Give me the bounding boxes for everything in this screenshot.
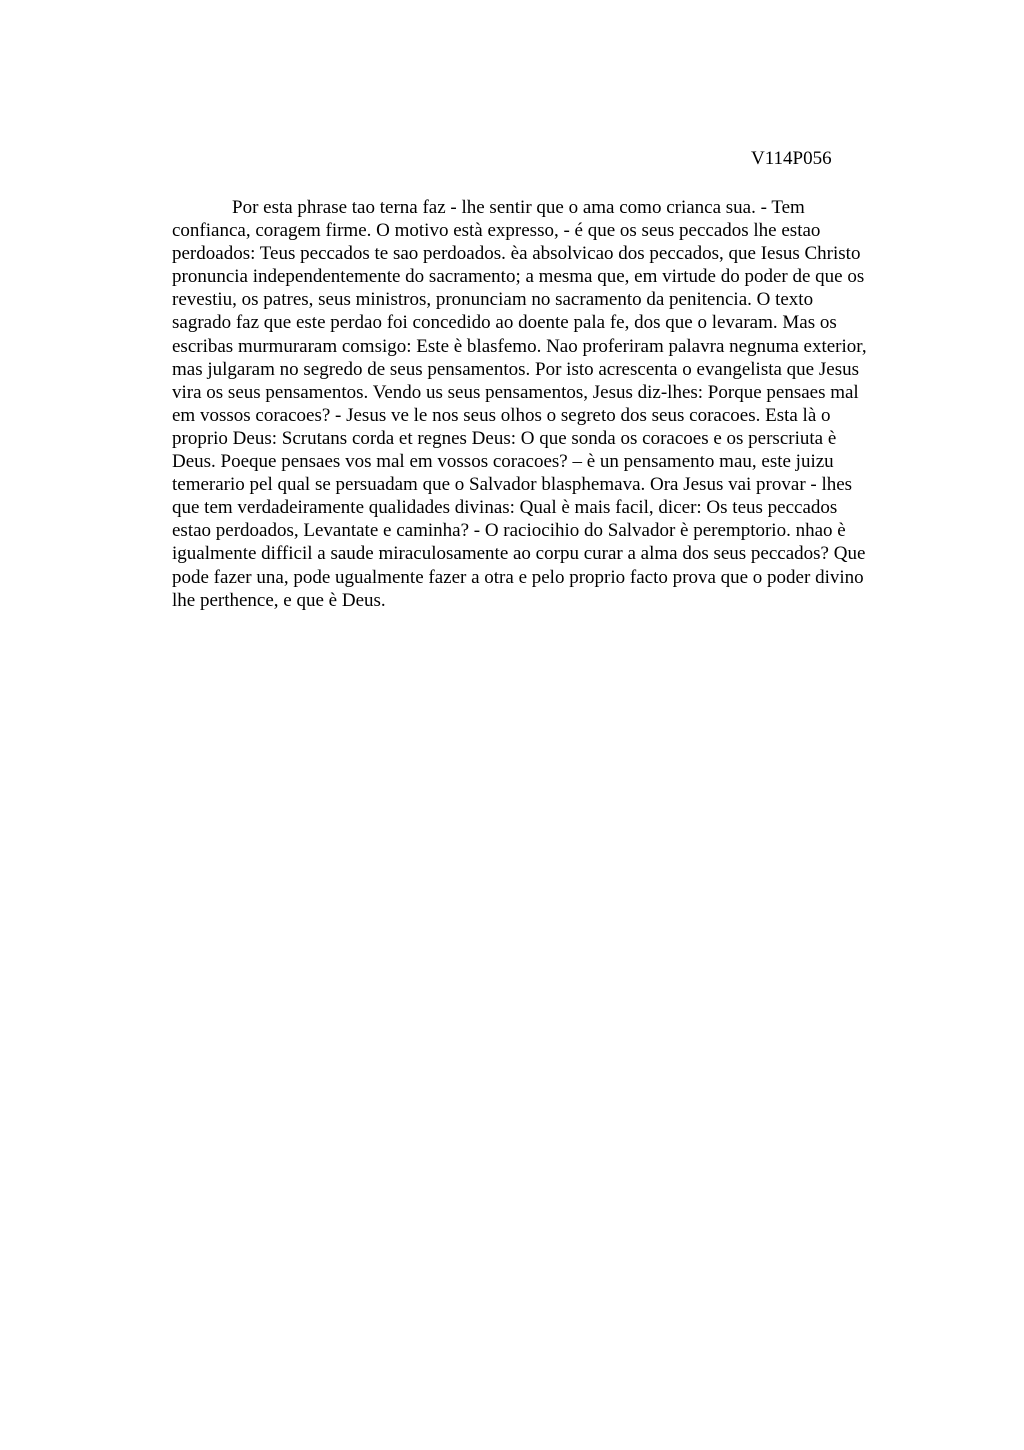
paragraph-line: Por esta phrase tao terna faz - lhe sentir que o ama como crianca sua. - Tem (232, 197, 805, 218)
paragraph-line: revestiu, os patres, seus ministros, pronunciam no sacramento da penitencia. O texto (172, 289, 814, 311)
paragraph-line: lhe perthence, e que è Deus. (172, 589, 386, 611)
paragraph-line: mas julgaram no segredo de seus pensamentos. Por isto acrescenta o evangelista que Jesus (172, 358, 859, 380)
paragraph-line: em vossos coracoes? - Jesus ve le nos seus olhos o segreto dos seus coracoes. Esta là o (172, 404, 831, 426)
paragraph-line: que tem verdadeiramente qualidades divinas: Qual è mais facil, dicer: Os teus peccados (172, 497, 838, 519)
paragraph-line: confianca, coragem firme. O motivo està expresso, - é que os seus peccados lhe estao (172, 220, 821, 242)
paragraph-line: pode fazer una, pode ugualmente fazer a otra e pelo proprio facto prova que o poder divino (172, 566, 864, 588)
paragraph-line: igualmente difficil a saude miraculosamente ao corpu curar a alma dos seus peccados? Que (172, 543, 866, 565)
page-identifier: V114P056 (751, 148, 832, 169)
paragraph-line: temerario pel qual se persuadam que o Salvador blasphemava. Ora Jesus vai provar - lhes (172, 474, 853, 496)
paragraph-line: perdoados: Teus peccados te sao perdoados. èa absolvicao dos peccados, que Iesus Christo (172, 243, 861, 265)
paragraph-line: estao perdoados, Levantate e caminha? - O raciocihio do Salvador è peremptorio. nhao è (172, 520, 846, 542)
paragraph-line: Deus. Poeque pensaes vos mal em vossos coracoes? – è un pensamento mau, este juizu (172, 451, 834, 473)
paragraph-line: vira os seus pensamentos. Vendo us seus pensamentos, Jesus diz-lhes: Porque pensaes mal (172, 381, 859, 403)
paragraph-line: pronuncia independentemente do sacramento; a mesma que, em virtude do poder de que os (172, 266, 865, 288)
paragraph-line: escribas murmuraram comsigo: Este è blasfemo. Nao proferiram palavra negnuma exterior, (172, 335, 867, 357)
body-paragraph (172, 196, 932, 612)
paragraph-line: sagrado faz que este perdao foi concedido ao doente pala fe, dos que o levaram. Mas os (172, 312, 837, 334)
paragraph-line: proprio Deus: Scrutans corda et regnes Deus: O que sonda os coracoes e os perscriuta è (172, 427, 837, 449)
